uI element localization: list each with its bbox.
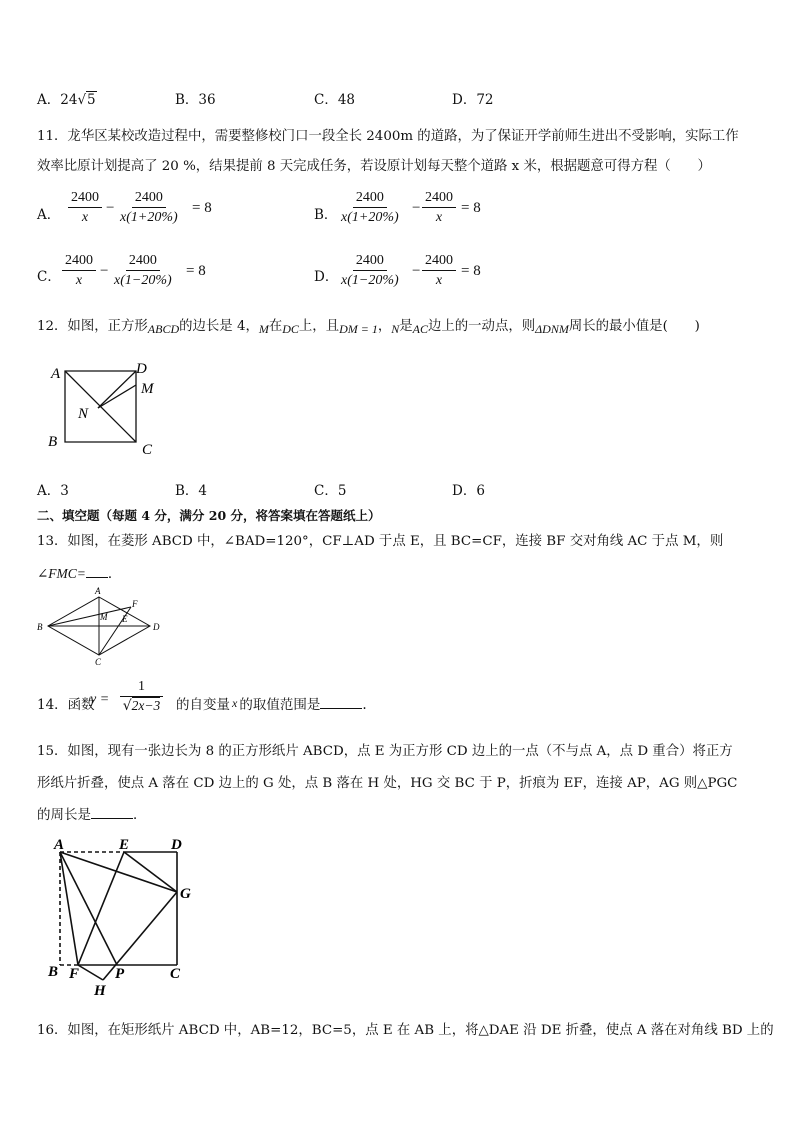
q12-option-a: A．3 (37, 483, 69, 499)
q11-d-frac1: $\frac{2400}{x(1-20\%)}$ (341, 253, 399, 288)
q11-option-b-label: B． (314, 207, 338, 223)
label-e: E (122, 614, 128, 624)
label-n: N (78, 406, 89, 422)
q12-question: 12．如图，正方形ABCD的边长是 4，M在DC上，且DM = 1，N是AC边上的一动点，则ΔDNM周长的最小值是( ) (37, 319, 700, 336)
label-b: B (48, 434, 58, 450)
q10-option-c: C．48 (314, 92, 356, 108)
answer-blank (320, 708, 362, 709)
label-a: A (95, 586, 101, 596)
q11-d-frac2: $\frac{2400}{x}$ (422, 252, 456, 289)
segment-nm (98, 385, 136, 408)
q11-b-frac2: $\frac{2400}{x}$ (422, 189, 456, 226)
q10-option-a: A．24√5 (37, 92, 96, 108)
q11-a-eq: = 8 (192, 200, 212, 216)
q11-c-eq: = 8 (186, 263, 206, 279)
q14-fraction: 1 √ 2x−3 (120, 678, 163, 715)
q13-line1: 13．如图，在菱形 ABCD 中，∠BAD=120°，CF⊥AD 于点 E，且 BC=CF，连接 BF 交对角线 AC 于点 M，则 (37, 534, 724, 549)
q11-c-minus: − (100, 263, 109, 279)
q16-line1: 16．如图，在矩形纸片 ABCD 中，AB=12，BC=5，点 E 在 AB 上，将△DAE 沿 DE 折叠，使点 A 落在对角线 BD 上的 (37, 1023, 774, 1038)
section-heading: 二、填空题（每题 4 分，满分 20 分，将答案填在答题纸上） (37, 508, 381, 523)
q15-figure (40, 832, 210, 1002)
segment-ef (78, 852, 124, 965)
q13-figure (34, 586, 166, 668)
segment-bf (48, 607, 131, 626)
q11-option-d-label: D． (314, 269, 339, 285)
q12-option-c: C．5 (314, 483, 347, 499)
label-b: B (37, 622, 43, 632)
q11-option-a-label: A． (37, 207, 61, 223)
q10-option-b: B．36 (175, 92, 216, 108)
label-m: M (100, 612, 108, 622)
sqrt-sign: √ (122, 698, 132, 714)
answer-blank (86, 577, 108, 578)
segment-dn (98, 371, 136, 408)
q11-a-frac1: $\frac{2400}{x}$ (68, 189, 102, 226)
label-h: H (94, 983, 106, 999)
label-d: D (136, 361, 147, 377)
q15-line1: 15．如图，现有一张边长为 8 的正方形纸片 ABCD，点 E 为正方形 CD 边上的一点（不与点 A，点 D 重合）将正方 (37, 744, 733, 759)
q11-a-frac2: $\frac{2400}{x(1+20\%)}$ (120, 190, 178, 225)
q13-line2: ∠FMC= ． (37, 566, 122, 582)
label-p: P (115, 966, 125, 982)
q11-d-eq: = 8 (461, 263, 481, 279)
q11-option-c-label: C． (37, 269, 61, 285)
segment-eg (124, 852, 177, 892)
q11-line1: 11．龙华区某校改造过程中，需要整修校门口一段全长 2400m 的道路，为了保证开学前师生进出不受影响，实际工作 (37, 129, 739, 144)
q11-a-minus: − (106, 200, 115, 216)
label-d: D (171, 837, 182, 853)
q11-b-minus: − (412, 200, 421, 216)
q11-c-frac2: $\frac{2400}{x(1-20\%)}$ (114, 253, 172, 288)
q15-line2: 形纸片折叠，使点 A 落在 CD 边上的 G 处，点 B 落在 H 处，HG 交 BC 于 P，折痕为 EF，连接 AP，AG 则△PGC (37, 776, 738, 791)
answer-blank (91, 818, 133, 819)
q15-line3: 的周长是 ． (37, 807, 147, 823)
q12-option-b: B．4 (175, 483, 208, 499)
label-c: C (95, 657, 102, 667)
label-c: C (142, 442, 153, 458)
q14-post: 的自变量 x 的取值范围是 . (176, 696, 367, 713)
label-a: A (51, 366, 61, 382)
q12-figure (40, 358, 170, 458)
q11-b-frac1: $\frac{2400}{x(1+20\%)}$ (341, 190, 399, 225)
sqrt-sign: √ (77, 92, 87, 108)
label-g: G (180, 886, 191, 902)
q11-d-minus: − (412, 263, 421, 279)
label-f: F (69, 966, 80, 982)
q10-option-d: D．72 (452, 92, 494, 108)
label-d: D (153, 622, 160, 632)
q11-c-frac1: $\frac{2400}{x}$ (62, 252, 96, 289)
label-c: C (170, 966, 181, 982)
label-m: M (141, 381, 154, 397)
q11-line2: 效率比原计划提高了 20 %，结果提前 8 天完成任务，若设原计划每天整个道路 x 米，根据题意可得方程（ ） (37, 159, 711, 174)
label-f: F (132, 599, 138, 609)
label-a: A (54, 837, 65, 853)
label-b: B (48, 964, 59, 980)
q14-y: y = (90, 692, 110, 707)
label-e: E (119, 837, 130, 853)
q12-option-d: D．6 (452, 483, 485, 499)
q11-b-eq: = 8 (461, 200, 481, 216)
segment-fh (78, 965, 103, 980)
q14-prefix: 14．函数 (37, 697, 95, 713)
